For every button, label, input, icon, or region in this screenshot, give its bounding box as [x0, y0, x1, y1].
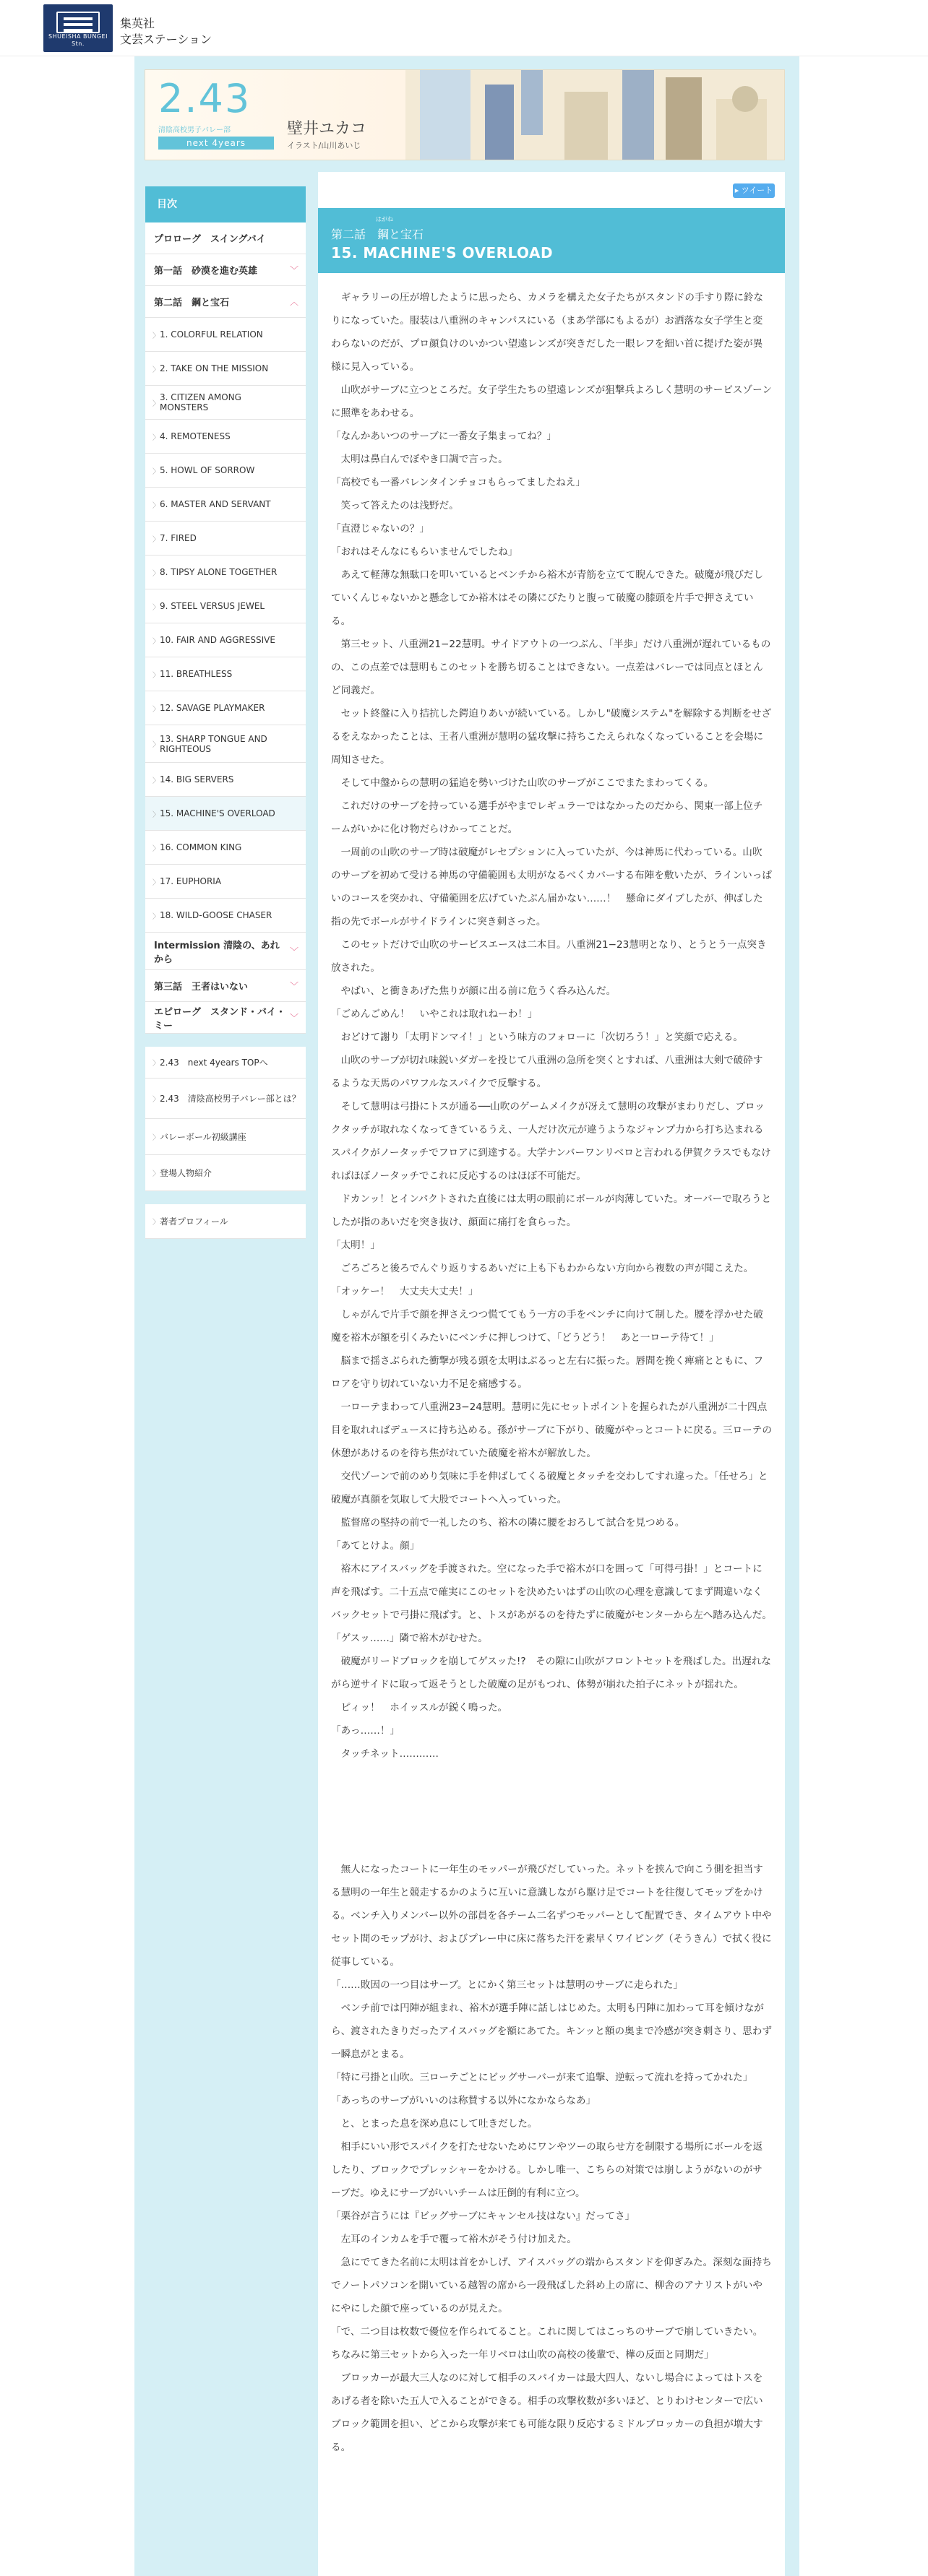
- toc-episode[interactable]: [145, 691, 306, 725]
- toc-episode[interactable]: [145, 420, 306, 454]
- body-paragraph: 左耳のインカムを手で覆って裕木がそう付け加えた。: [331, 2234, 577, 2245]
- body-paragraph: ドカンッ！とインパクトされた直後には太明の眼前にボールが肉薄していた。オーバーで取ろうとしたが指のあいだを突き抜け、顔面に痛打を食らった。: [331, 1193, 772, 1228]
- chevron-down-icon: ﹀: [289, 981, 298, 991]
- tweet-button[interactable]: [733, 183, 775, 198]
- body-paragraph: ギャラリーの圧が増したように思ったら、カメラを構えた女子たちがスタンドの手すり際に鈴なりになっていた。服装は八重洲のキャンパスにいる（まあ学部にもよるが）お洒落な女子学生と変わらないのだが、プロ顔負けのいかつい望遠レンズが突きだした一眼レフを細い首に提げた姿が異様に見入っている。: [331, 292, 764, 373]
- toc-label: 9. STEEL VERSUS JEWEL: [160, 601, 265, 611]
- chevron-down-icon: ﹀: [289, 1013, 298, 1023]
- body-paragraph: 「で、二つ目は枚数で優位を作られてること。これに関してはこっちのサーブで崩していきたい。ちなみに第三セットから入った一年リベロは山吹の高校の後輩で、樺の反面と同期だ」: [331, 2326, 763, 2361]
- toc-episode[interactable]: [145, 522, 306, 556]
- chevron-right-icon: 〉: [152, 705, 160, 714]
- toc-label: 15. MACHINE'S OVERLOAD: [160, 808, 275, 818]
- chevron-right-icon: 〉: [152, 671, 160, 680]
- chevron-right-icon: 〉: [152, 1096, 160, 1104]
- chevron-down-icon: ﹀: [289, 265, 298, 275]
- chevron-right-icon: 〉: [152, 1134, 160, 1142]
- banner-author: 壁井ユカコ: [287, 120, 367, 138]
- toc-episode[interactable]: [145, 488, 306, 522]
- chevron-right-icon: 〉: [152, 332, 160, 340]
- site-name-line1: 集英社: [120, 17, 155, 30]
- body-paragraph: ごろごろと後ろでんぐり返りするあいだに上も下もわからない方向から複数の声が聞こえた。: [331, 1263, 754, 1274]
- chapter-title: 第二話 鋼と宝石: [331, 228, 424, 241]
- body-paragraph: しゃがんで片手で顔を押さえつつ慌ててもう一方の手をベンチに向けて制した。腰を浮かせた破魔を裕木が額を引くみたいにベンチに押しつけて、「どうどう！ あと一ローテ待て！」: [331, 1309, 763, 1344]
- toc-label: 3. CITIZEN AMONG MONSTERS: [160, 392, 241, 412]
- body-paragraph: と、とまった息を深め息にして吐きだした。: [331, 2118, 538, 2130]
- chevron-right-icon: 〉: [152, 1219, 160, 1227]
- body-paragraph: 一ローテまわって八重洲23−24慧明。慧明に先にセットポイントを握られたが八重洲が二十四点目を取れればデュースに持ち込める。孫がサーブに下がり、破魔がやっとコートに戻る。三ローテの休憩があけるのを待ち焦がれていた破魔を裕木が解放した。: [331, 1401, 772, 1459]
- toc-label: 10. FAIR AND AGGRESSIVE: [160, 635, 275, 645]
- toc-sidebar: [145, 186, 306, 1239]
- toc-episode[interactable]: [145, 589, 306, 623]
- chevron-right-icon: 〉: [152, 535, 160, 544]
- toc-episode[interactable]: [145, 831, 306, 865]
- toc-episode[interactable]: [145, 763, 306, 797]
- chevron-right-icon: 〉: [152, 569, 160, 578]
- toc-label: 12. SAVAGE PLAYMAKER: [160, 703, 265, 713]
- toc-label: Intermission 清陰の、あれから: [154, 940, 280, 965]
- toc-label: 第三話 王者はいない: [154, 982, 249, 993]
- body-paragraph: そして慧明は弓掛にトスが通る──山吹のゲームメイクが冴えて慧明の攻撃がまわりだし、ブロックタッチが取れなくなってきているうえ、一人だけ次元が違うようなジャンプ力から打ち込まれるスパイクがノータッチでフロアに到達する。大学ナンバーワンリベロと言われる伊賀クラスでもなければほぼノータッチでこれに反応するのはほぼ不可能だ。: [331, 1101, 771, 1182]
- chevron-right-icon: 〉: [152, 366, 160, 374]
- body-paragraph: ベンチ前では円陣が組まれ、裕木が選手陣に話しはじめた。太明も円陣に加わって耳を傾けながら、渡されたきりだったアイスバッグを額にあてた。キンッと額の奥まで冷感が突き刺さり、思わず一瞬息がとまる。: [331, 2002, 772, 2060]
- chevron-up-icon: ︿: [289, 297, 298, 307]
- related-links: [145, 1047, 306, 1191]
- link-about[interactable]: [145, 1079, 306, 1119]
- site-header: [0, 0, 928, 56]
- toc-label: エピローグ スタンド・バイ・ミー: [154, 1006, 286, 1032]
- toc-episode[interactable]: [145, 865, 306, 899]
- body-paragraph: 交代ゾーンで前のめり気味に手を伸ばしてくる破魔とタッチを交わしてすれ違った。「任せろ」と破魔が真顔を気取して大股でコートへ入っていった。: [331, 1471, 768, 1505]
- building-icon: [56, 12, 100, 33]
- body-paragraph: 「高校でも一番バレンタインチョコもらってましたねえ」: [331, 477, 585, 488]
- body-paragraph: 「直澄じゃないの？」: [331, 523, 429, 535]
- chevron-right-icon: 〉: [152, 603, 160, 612]
- body-paragraph: 山吹がサーブに立つところだ。女子学生たちの望遠レンズが狙撃兵よろしく慧明のサービスゾーンに照準をあわせる。: [331, 384, 773, 419]
- toc-label: 4. REMOTENESS: [160, 431, 231, 441]
- toc-part[interactable]: [145, 222, 306, 254]
- chevron-right-icon: 〉: [152, 637, 160, 646]
- banner-illustrator: イラスト/山川あいじ: [287, 141, 361, 150]
- toc-label: 2. TAKE ON THE MISSION: [160, 363, 269, 373]
- toc-label: 6. MASTER AND SERVANT: [160, 499, 271, 509]
- banner-subtitle: 清陰高校男子バレー部: [158, 126, 231, 134]
- section-break: [331, 1765, 772, 1858]
- chevron-right-icon: 〉: [152, 1060, 160, 1068]
- toc-episode[interactable]: [145, 797, 306, 831]
- toc-episode[interactable]: [145, 899, 306, 933]
- link-volleyball-guide[interactable]: [145, 1119, 306, 1155]
- body-paragraph: 「栗谷が言うには『ビッグサーブにキャンセル技はない』だってさ」: [331, 2210, 635, 2222]
- toc-part[interactable]: [145, 1002, 306, 1034]
- body-paragraph: 「あっ……！」: [331, 1725, 400, 1737]
- site-logo[interactable]: [43, 4, 113, 52]
- toc-episode[interactable]: [145, 318, 306, 352]
- body-paragraph: 「おれはそんなにもらいませんでしたね」: [331, 546, 518, 558]
- chevron-right-icon: 〉: [152, 1170, 160, 1178]
- banner-pill: next 4years: [158, 137, 274, 150]
- chevron-right-icon: 〉: [152, 811, 160, 819]
- body-paragraph: あえて軽薄な無駄口を叩いているとベンチから裕木が青筋を立てて睨んできた。破魔が飛びだしていくんじゃないかと懸念してか裕木はその隣にぴたりと腹って破魔の膝頭を片手で押さえている。: [331, 569, 764, 627]
- series-banner[interactable]: [145, 69, 785, 160]
- toc-list: [145, 222, 306, 1034]
- body-paragraph: 笑って答えたのは浅野だ。: [331, 500, 459, 511]
- episode-title: 15. MACHINE'S OVERLOAD: [331, 244, 554, 262]
- toc-label: 第一話 砂漠を進む英雄: [154, 266, 258, 277]
- chevron-right-icon: 〉: [152, 741, 160, 749]
- body-section-2: [331, 1858, 772, 2459]
- chevron-right-icon: 〉: [152, 878, 160, 887]
- link-top[interactable]: [145, 1047, 306, 1079]
- toc-part[interactable]: [145, 286, 306, 318]
- toc-episode[interactable]: [145, 352, 306, 386]
- tweet-label: ツイート: [741, 186, 773, 195]
- chapter-header: [318, 208, 785, 273]
- body-paragraph: 急にでてきた名前に太明は首をかしげ、アイスバッグの端からスタンドを仰ぎみた。深刻な面持ちでノートパソコンを開いている越智の席から一段飛ばした斜め上の席に、柳舎のアナリストがいやにやにした顔で座っているのが見えた。: [331, 2257, 772, 2314]
- toc-label: 11. BREATHLESS: [160, 669, 233, 679]
- toc-heading: 目次: [145, 186, 306, 222]
- logo-text: SHUEISHA BUNGEI Stn.: [48, 33, 108, 47]
- body-paragraph: 「ゲスッ……」隣で裕木がむせた。: [331, 1633, 488, 1644]
- body-paragraph: 「……敗因の一つ目はサーブ。とにかく第三セットは慧明のサーブに走られた」: [331, 1979, 683, 1991]
- body-paragraph: ピィッ！ ホイッスルが鋭く鳴った。: [331, 1702, 508, 1713]
- body-paragraph: 「特に弓掛と山吹。三ローテごとにビッグサーバーが来て追撃、逆転って流れを持ってかれた」: [331, 2072, 753, 2083]
- body-paragraph: 「あっちのサーブがいいのは称賛する以外になかならなあ」: [331, 2095, 596, 2106]
- body-paragraph: これだけのサーブを持っている選手がやまでレギュラーではなかったのだから、関東一部上位チームがいかに化け物だらけかってことだ。: [331, 800, 763, 835]
- toc-label: 5. HOWL OF SORROW: [160, 465, 255, 475]
- body-paragraph: 破魔がリードブロックを崩してゲスッた!? その隙に山吹がフロントセットを飛ばした。出遅れながら逆サイドに取って返そうとした破魔の足がもつれ、体勢が崩れた拍子にネットが揺れた。: [331, 1656, 772, 1690]
- body-paragraph: タッチネット…………: [331, 1748, 439, 1760]
- toc-label: 1. COLORFUL RELATION: [160, 329, 263, 340]
- link-characters[interactable]: [145, 1155, 306, 1191]
- body-section-1: [331, 286, 772, 1765]
- chapter-body: [331, 286, 772, 2459]
- chevron-right-icon: 〉: [152, 433, 160, 442]
- banner-title: 2.43: [158, 76, 252, 121]
- body-paragraph: 裕木にアイスバッグを手渡された。空になった手で裕木が口を囲って「可得弓掛！」とコートに声を飛ばす。二十五点で確実にこのセットを決めたいはずの山吹の心理を意識してまず間違いなくバックセットで弓掛に飛ばす。と、トスがあがるのを待たずに破魔がセンターから左へ踏み込んだ。: [331, 1563, 772, 1621]
- body-paragraph: セット終盤に入り拮抗した鍔迫りあいが続いている。しかし"破魔システム"を解除する判断をせざるをえなかったことは、王者八重洲が慧明の猛攻撃に持ちこたえられなくなっていることを会場に周知させた。: [331, 708, 772, 766]
- site-name-line2: 文芸ステーション: [120, 33, 212, 46]
- toc-episode[interactable]: [145, 386, 306, 420]
- body-paragraph: 無人になったコートに一年生のモッパーが飛びだしていった。ネットを挟んで向こう側を担当する慧明の一年生と競走するかのように互いに意識しながら駆け足でコートを往復してモップをかける。ベンチ入りメンバー以外の部員を各チーム二名ずつモッパーとして配置でき、タイムアウト中やセット間のモップがけ、およびプレー中に床に落ちた汗を素早くワイピング（そうきん）で拭く役に従事している。: [331, 1864, 772, 1968]
- link-label: 2.43 next 4years TOPへ: [160, 1058, 268, 1068]
- toc-episode[interactable]: [145, 725, 306, 763]
- toc-label: 18. WILD-GOOSE CHASER: [160, 910, 272, 920]
- body-paragraph: 監督席の堅持の前で一礼したのち、裕木の隣に腰をおろして試合を見つめる。: [331, 1517, 685, 1529]
- toc-label: 14. BIG SERVERS: [160, 774, 234, 785]
- toc-label: プロローグ スイングバイ: [154, 234, 266, 245]
- toc-episode[interactable]: [145, 657, 306, 691]
- toc-part[interactable]: [145, 933, 306, 970]
- toc-episode[interactable]: [145, 556, 306, 589]
- body-paragraph: 「あてとけよ。顔」: [331, 1540, 420, 1552]
- toc-label: 16. COMMON KING: [160, 842, 242, 852]
- body-paragraph: 「なんかあいつのサーブに一番女子集まってね？」: [331, 431, 557, 442]
- link-label: 登場人物紹介: [160, 1168, 212, 1178]
- chevron-right-icon: 〉: [152, 399, 160, 408]
- toc-part[interactable]: [145, 254, 306, 286]
- body-paragraph: 相手にいい形でスパイクを打たせないためにワンやツーの取らせ方を制限する場所にボールを返したり、ブロックでプレッシャーをかける。しかし唯一、こちらの対策では崩しようがないのがサーブだ。ゆえにサーブがいいチームは圧倒的有利に立つ。: [331, 2141, 763, 2199]
- toc-episode[interactable]: [145, 623, 306, 657]
- toc-episode[interactable]: [145, 454, 306, 488]
- toc-label: 13. SHARP TONGUE AND RIGHTEOUS: [160, 733, 267, 754]
- body-paragraph: 第三セット、八重洲21−22慧明。サイドアウトの一つぶん、「半歩」だけ八重洲が遅れているものの、この点差では慧明もこのセットを勝ち切ることはできない。一点差はバレーでは同点とほとんど同義だ。: [331, 639, 771, 696]
- link-label: 2.43 清陰高校男子バレー部とは？: [160, 1094, 301, 1104]
- body-paragraph: 一周前の山吹のサーブ時は破魔がレセプションに入っていたが、今は神馬に代わっている。山吹のサーブを初めて受ける神馬の守備範囲も太明がなるべくカバーする布陣を敷いたが、ラインいっぱいのコースを突かれ、守備範囲を広げていたぶん届かない……！ 懸命にダイブしたが、伸ばした指の先でボールがサイドラインに突き刺さった。: [331, 847, 772, 928]
- chevron-right-icon: 〉: [152, 467, 160, 476]
- body-paragraph: そして中盤からの慧明の猛追を勢いづけた山吹のサーブがここでまたまわってくる。: [331, 777, 714, 789]
- toc-label: 17. EUPHORIA: [160, 876, 222, 886]
- body-paragraph: 「オッケー！ 大丈夫大丈夫！」: [331, 1286, 478, 1297]
- site-name[interactable]: [120, 16, 212, 48]
- body-paragraph: ブロッカーが最大三人なのに対して相手のスパイカーは最大四人、ないし場合によってはトスをあげる者を除いた五人で入ることができる。相手の攻撃枚数が多いほど、とりわけセンターで広いブロック範囲を担い、どこから攻撃が来ても可能な限り反応するミドルブロッカーの負担が増大する。: [331, 2372, 763, 2453]
- body-paragraph: おどけて謝り「太明ドンマイ！」という味方のフォローに「次切ろう！」と笑顔で応える。: [331, 1032, 743, 1043]
- banner-illustration: [405, 70, 785, 160]
- toc-label: 8. TIPSY ALONE TOGETHER: [160, 567, 278, 577]
- body-paragraph: 脳まで揺さぶられた衝撃が残る頭を太明はぶるっと左右に振った。唇間を挽く痺痛とともに、フロアを守り切れていない力不足を痛感する。: [331, 1355, 764, 1390]
- body-paragraph: やばい、と衝きあげた焦りが顔に出る前に危うく呑み込んだ。: [331, 985, 616, 997]
- bird-icon: ▸: [734, 186, 739, 195]
- body-paragraph: このセットだけで山吹のサービスエースは二本目。八重洲21−23慧明となり、とうとう一点突き放された。: [331, 939, 767, 974]
- chapter-ruby: はがね: [376, 216, 393, 222]
- link-label: 著者プロフィール: [160, 1216, 228, 1227]
- chevron-right-icon: 〉: [152, 777, 160, 785]
- link-label: バレーボール初級講座: [160, 1132, 246, 1142]
- body-paragraph: 山吹のサーブが切れ味鋭いダガーを投じて八重洲の急所を突くとすれば、八重洲は大剣で破砕するような天馬のパワフルなスパイクで反撃する。: [331, 1055, 763, 1089]
- body-paragraph: 「ごめんごめん！ いやこれは取れねーわ！」: [331, 1008, 538, 1020]
- chevron-right-icon: 〉: [152, 501, 160, 510]
- body-paragraph: 「太明！」: [331, 1240, 380, 1251]
- chapter-content: [318, 172, 785, 2576]
- chevron-right-icon: 〉: [152, 912, 160, 921]
- toc-part[interactable]: [145, 970, 306, 1002]
- link-author-profile[interactable]: [145, 1204, 306, 1239]
- toc-label: 第二話 鋼と宝石: [154, 298, 230, 308]
- profile-block: [145, 1204, 306, 1239]
- toc-label: 7. FIRED: [160, 533, 197, 543]
- chevron-right-icon: 〉: [152, 844, 160, 853]
- body-paragraph: 太明は鼻白んでぼやき口調で言った。: [331, 454, 508, 465]
- chevron-down-icon: ﹀: [289, 946, 298, 956]
